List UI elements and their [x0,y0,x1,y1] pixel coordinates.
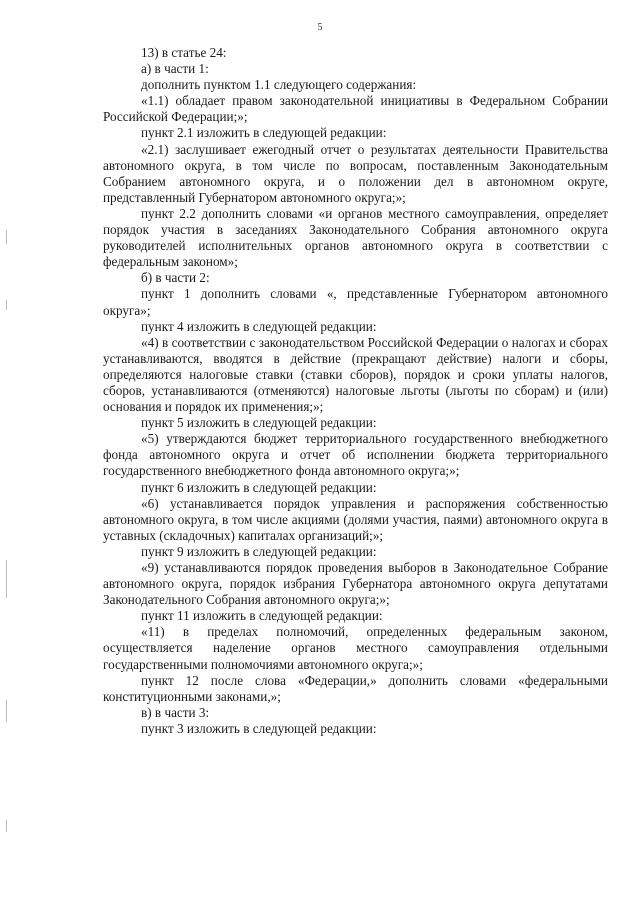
paragraph: пункт 5 изложить в следующей редакции: [141,415,377,431]
paragraph: «11) в пределах полномочий, определенных федеральным законом, осуществляется наделение органов местного самоуправления отдельными государственными полномочиями автономного округа;»; [103,624,608,672]
page-number: 5 [317,22,323,33]
paragraph: «2.1) заслушивает ежегодный отчет о результатах деятельности Правительства автономного округа, в том числе по вопросам, поставленным Законодательным Собранием автономного округа, и о положении дел в автономном округе, представленный Губернатором автономного округа;»; [103,141,608,205]
paragraph: пункт 2.2 дополнить словами «и органов местного самоуправления, определяет порядок участия в заседаниях Законодательного Собрания автономного округа руководителей исполнительных органов автономного округа в соответствии с федеральным законом»; [103,205,608,270]
paragraph: 13) в статье 24: [141,45,227,60]
paragraph: «6) устанавливается порядок управления и распоряжения собственностью автономного округа, в том числе акциями (долями участия, паями) автономного округа в уставных (складочных) капиталах организаций;»; [103,495,608,543]
scan-edge-mark [6,700,7,722]
paragraph: «4) в соответствии с законодательством Российской Федерации о налогах и сборах устанавливаются, вводятся в действие (прекращают действие) налоги и сборы, определяются налоговые ставки (ставки сборов), порядок и сроки уплаты налогов, сборов, устанавливаются (отменяются) налоговые льготы (льготы по сборам) и (или) основания и порядок их применения;»; [103,334,608,415]
paragraph: пункт 6 изложить в следующей редакции: [141,479,377,495]
paragraph: «5) утверждаются бюджет территориального государственного внебюджетного фонда автономного округа и отчет об исполнении бюджета территориального государственного внебюджетного фонда автономного округа;»; [103,431,608,479]
paragraph: пункт 3 изложить в следующей редакции: [141,720,377,736]
scan-edge-mark [6,230,7,244]
paragraph: б) в части 2: [141,270,210,286]
paragraph: а) в части 1: [141,61,209,77]
paragraph: пункт 2.1 изложить в следующей редакции: [141,125,387,141]
paragraph: дополнить пунктом 1.1 следующего содержания: [141,77,417,93]
paragraph: «9) устанавливаются порядок проведения выборов в Законодательное Собрание автономного округа, порядок избрания Губернатора автономного округа депутатами Законодательного Собрания автономного округа;»; [103,560,608,608]
paragraph: в) в части 3: [141,704,210,720]
paragraph: пункт 1 дополнить словами «, представленные Губернатором автономного округа»; [103,286,608,318]
document-body [103,45,608,737]
paragraph: «1.1) обладает правом законодательной инициативы в Федеральном Собрании Российской Федерации;»; [103,93,608,125]
scan-edge-mark [6,820,7,832]
paragraph: пункт 11 изложить в следующей редакции: [141,608,383,624]
paragraph: пункт 4 изложить в следующей редакции: [141,318,377,334]
scan-edge-mark [6,300,7,310]
paragraph: пункт 9 изложить в следующей редакции: [141,543,377,559]
paragraph: пункт 12 после слова «Федерации,» дополнить словами «федеральными конституционными законами,»; [103,672,608,704]
scan-edge-mark [6,560,7,598]
